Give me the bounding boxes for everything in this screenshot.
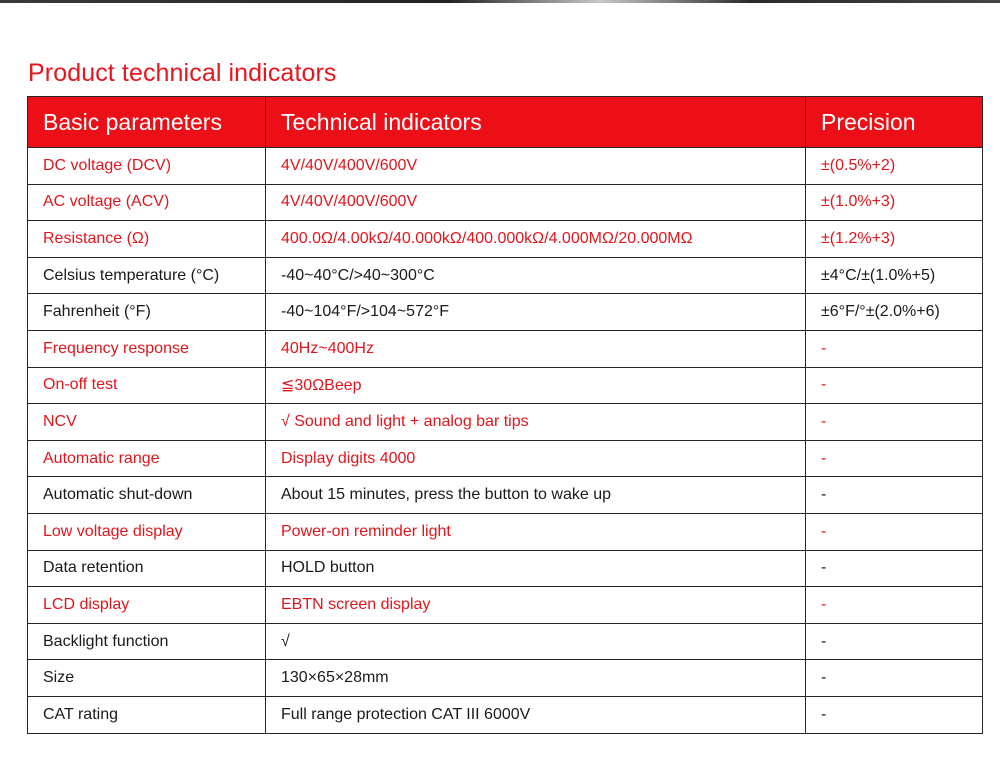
- indicator-cell: 400.0Ω/4.00kΩ/40.000kΩ/400.000kΩ/4.000MΩ/20.000MΩ: [266, 221, 806, 258]
- page-title: Product technical indicators: [28, 59, 337, 87]
- precision-cell: ±(0.5%+2): [806, 148, 983, 185]
- precision-cell: ±4°C/±(1.0%+5): [806, 257, 983, 294]
- precision-cell: -: [806, 660, 983, 697]
- table-row: [28, 330, 983, 367]
- precision-cell: -: [806, 404, 983, 441]
- precision-cell: -: [806, 696, 983, 733]
- table-row: [28, 440, 983, 477]
- precision-cell: -: [806, 330, 983, 367]
- parameter-cell: Low voltage display: [28, 513, 266, 550]
- table-row: [28, 660, 983, 697]
- parameter-cell: On-off test: [28, 367, 266, 404]
- parameter-cell: Automatic range: [28, 440, 266, 477]
- table-row: [28, 696, 983, 733]
- precision-cell: ±(1.2%+3): [806, 221, 983, 258]
- parameter-cell: LCD display: [28, 587, 266, 624]
- top-divider: [0, 0, 1000, 3]
- parameter-cell: CAT rating: [28, 696, 266, 733]
- precision-cell: ±(1.0%+3): [806, 184, 983, 221]
- table-row: [28, 294, 983, 331]
- precision-cell: -: [806, 513, 983, 550]
- indicator-cell: Power-on reminder light: [266, 513, 806, 550]
- column-header-basic-parameters: Basic parameters: [28, 97, 266, 148]
- parameter-cell: NCV: [28, 404, 266, 441]
- table-row: [28, 477, 983, 514]
- parameter-cell: Automatic shut-down: [28, 477, 266, 514]
- parameter-cell: AC voltage (ACV): [28, 184, 266, 221]
- precision-cell: -: [806, 440, 983, 477]
- parameter-cell: Fahrenheit (°F): [28, 294, 266, 331]
- precision-cell: -: [806, 550, 983, 587]
- table-row: [28, 184, 983, 221]
- precision-cell: -: [806, 477, 983, 514]
- table-row: [28, 623, 983, 660]
- parameter-cell: DC voltage (DCV): [28, 148, 266, 185]
- table-row: [28, 404, 983, 441]
- precision-cell: ±6°F/°±(2.0%+6): [806, 294, 983, 331]
- table-row: [28, 587, 983, 624]
- precision-cell: -: [806, 587, 983, 624]
- spec-table: [27, 96, 983, 734]
- table-header-row: [28, 97, 983, 148]
- indicator-cell: ≦30ΩBeep: [266, 367, 806, 404]
- indicator-cell: √: [266, 623, 806, 660]
- indicator-cell: -40~40°C/>40~300°C: [266, 257, 806, 294]
- parameter-cell: Backlight function: [28, 623, 266, 660]
- indicator-cell: 130×65×28mm: [266, 660, 806, 697]
- parameter-cell: Resistance (Ω): [28, 221, 266, 258]
- indicator-cell: 4V/40V/400V/600V: [266, 184, 806, 221]
- precision-cell: -: [806, 367, 983, 404]
- table-row: [28, 550, 983, 587]
- precision-cell: -: [806, 623, 983, 660]
- table-row: [28, 221, 983, 258]
- table-row: [28, 513, 983, 550]
- indicator-cell: √ Sound and light + analog bar tips: [266, 404, 806, 441]
- table-row: [28, 257, 983, 294]
- parameter-cell: Frequency response: [28, 330, 266, 367]
- column-header-precision: Precision: [806, 97, 983, 148]
- parameter-cell: Data retention: [28, 550, 266, 587]
- indicator-cell: 4V/40V/400V/600V: [266, 148, 806, 185]
- parameter-cell: Size: [28, 660, 266, 697]
- table-row: [28, 367, 983, 404]
- column-header-technical-indicators: Technical indicators: [266, 97, 806, 148]
- indicator-cell: Full range protection CAT III 6000V: [266, 696, 806, 733]
- indicator-cell: EBTN screen display: [266, 587, 806, 624]
- indicator-cell: Display digits 4000: [266, 440, 806, 477]
- indicator-cell: 40Hz~400Hz: [266, 330, 806, 367]
- indicator-cell: About 15 minutes, press the button to wake up: [266, 477, 806, 514]
- indicator-cell: HOLD button: [266, 550, 806, 587]
- table-row: [28, 148, 983, 185]
- parameter-cell: Celsius temperature (°C): [28, 257, 266, 294]
- indicator-cell: -40~104°F/>104~572°F: [266, 294, 806, 331]
